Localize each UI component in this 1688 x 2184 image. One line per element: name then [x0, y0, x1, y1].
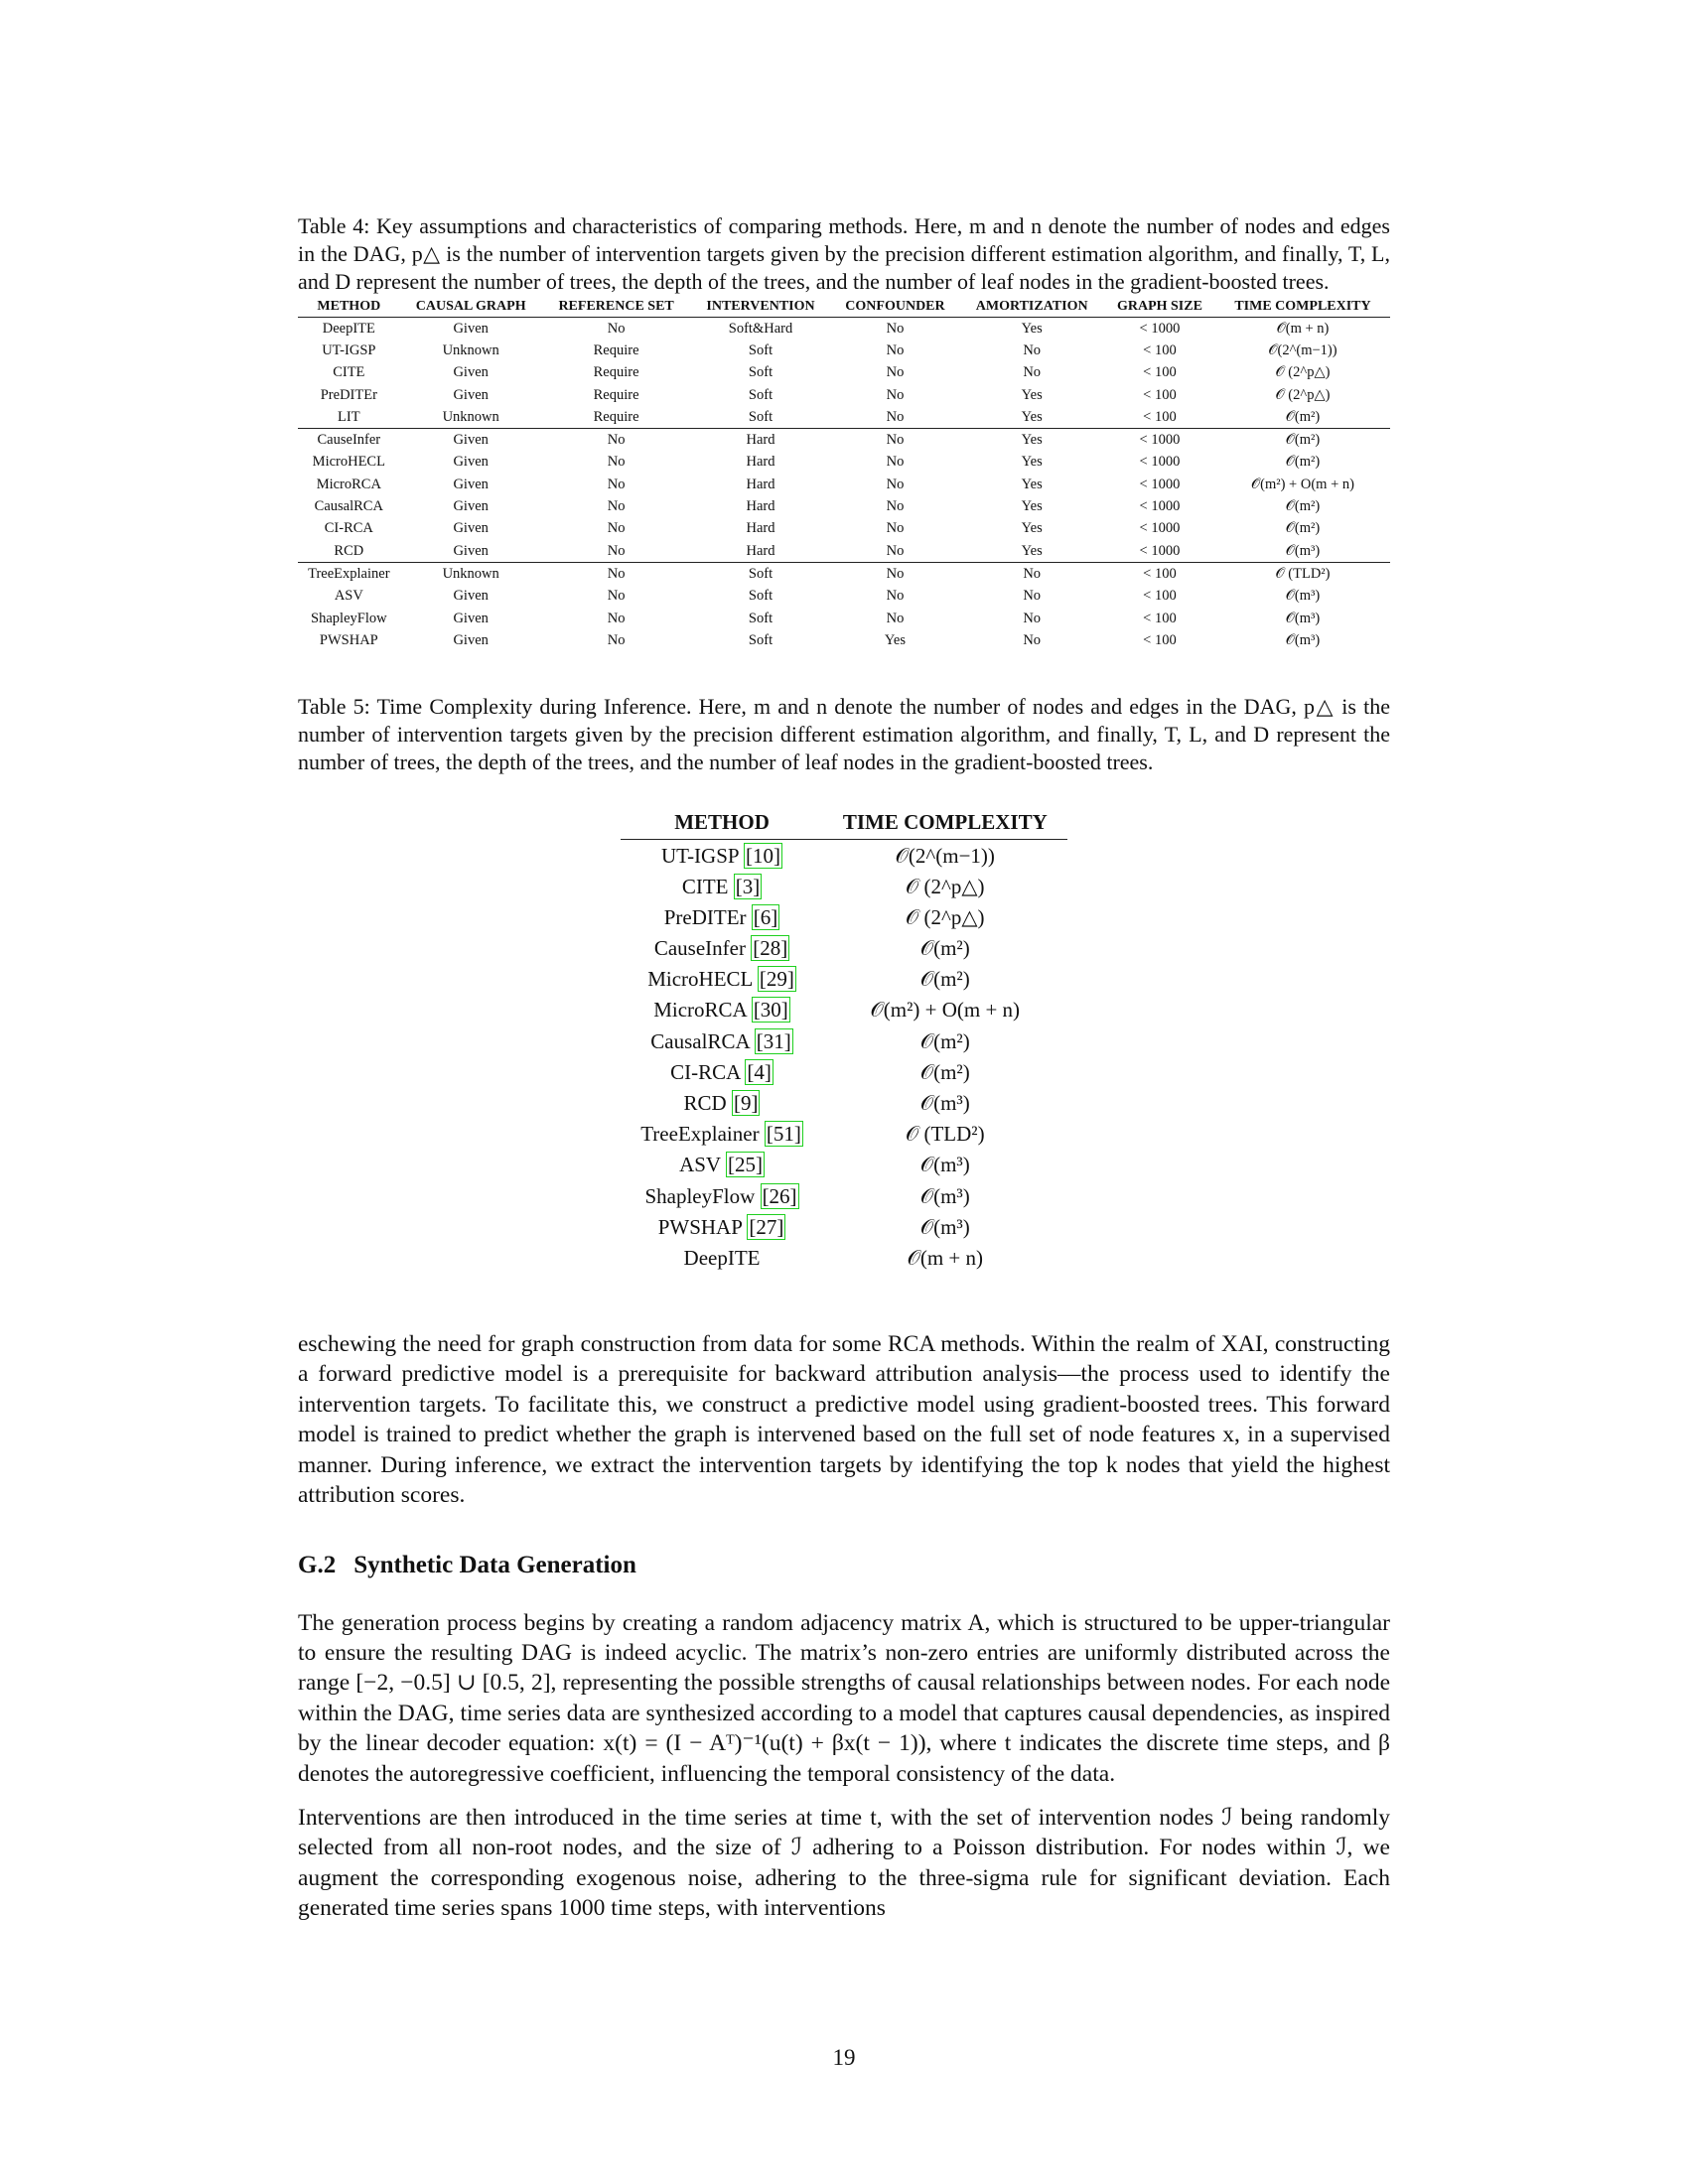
table4-header-cell: CAUSAL GRAPH [400, 296, 542, 318]
table4-cell: No [1023, 364, 1042, 381]
table4-cell: No [886, 520, 905, 537]
table4-cell: CausalRCA [314, 498, 383, 515]
table4-cell: Given [453, 364, 489, 381]
method-name: MicroHECL [647, 967, 753, 992]
table4-cell: Hard [746, 542, 775, 559]
table5 [621, 806, 1067, 1274]
citation-link[interactable]: [28] [753, 936, 788, 961]
table4-cell: Given [453, 631, 489, 648]
table4-cell: Require [593, 364, 639, 381]
table4-cell: Unknown [442, 408, 499, 425]
table-row [621, 1026, 1067, 1057]
table4-cell: No [886, 364, 905, 381]
table4-cell: < 100 [1143, 386, 1177, 403]
table4-cell: Given [453, 498, 489, 515]
table4-cell: UT-IGSP [322, 341, 376, 358]
table4-cell: RCD [334, 542, 364, 559]
table5-complexity-cell: 𝒪(2^(m−1)) [895, 843, 995, 868]
paragraph-xai: eschewing the need for graph construction from data for some RCA methods. Within the realm of XAI, constructing a forward predictive model is a prerequisite for backward attribution analysis—the process used to identify the intervention targets. To facilitate this, we construct a predictive model using gradient-boosted trees. This forward model is trained to predict whether the graph is intervened based on the full set of node features x, in a supervised manner. During inference, we extract the intervention targets by identifying the top k nodes that yield the highest attribution scores. [298, 1331, 1390, 1509]
table4-cell: MicroRCA [316, 476, 381, 492]
table5-method-cell [621, 933, 823, 964]
table4-cell: No [607, 476, 626, 492]
table4-cell: No [886, 386, 905, 403]
table4-cell: < 1000 [1139, 320, 1181, 337]
table5-complexity-cell: 𝒪(m²) [919, 967, 970, 992]
method-name: UT-IGSP [661, 843, 739, 868]
citation-link[interactable]: [10] [746, 843, 781, 868]
table4-cell: No [886, 476, 905, 492]
table4-cell: Require [593, 386, 639, 403]
table4-cell: PWSHAP [319, 631, 378, 648]
table-row [621, 1119, 1067, 1150]
table-row [298, 563, 1390, 586]
table4-cell: No [542, 563, 691, 586]
table4-cell: Hard [691, 429, 831, 452]
method-name: CI-RCA [670, 1059, 741, 1084]
table-row [621, 1088, 1067, 1119]
table5-complexity-cell: 𝒪 (TLD²) [906, 1122, 985, 1147]
table-row [621, 872, 1067, 902]
method-name: RCD [683, 1091, 727, 1116]
table4-cell: Unknown [442, 341, 499, 358]
table4-header-row [298, 296, 1390, 318]
table4-cell: No [831, 429, 960, 452]
table5-complexity-cell: 𝒪(m²) [919, 1059, 970, 1084]
table4-cell: No [959, 563, 1104, 586]
table5-complexity-cell: 𝒪(m²) [919, 1028, 970, 1053]
table5-header-cell: METHOD [621, 806, 823, 840]
table4-cell: < 100 [1104, 563, 1215, 586]
table-row [298, 362, 1390, 384]
table-row [621, 1212, 1067, 1243]
table4-cell: MicroHECL [312, 454, 385, 471]
table5-complexity-cell: 𝒪 (2^p△) [906, 904, 985, 929]
paragraph-interventions: Interventions are then introduced in the time series at time t, with the set of intervention nodes ℐ being randomly selected from all non-root nodes, and the size of ℐ adhering to a Poisson distribution. For nodes within ℐ, we augment the corresponding exogenous noise, adhering to the three-sigma rule for significant deviation. Each generated time series spans 1000 time steps, with interventions [298, 1804, 1390, 1922]
table4-cell: Yes [884, 631, 907, 648]
table4-header-cell: AMORTIZATION [959, 296, 1104, 318]
table4-cell: Yes [1021, 476, 1043, 492]
table4-body [298, 318, 1390, 652]
citation-link[interactable]: [26] [762, 1183, 797, 1208]
table4-cell: 𝒪(m + n) [1276, 320, 1330, 337]
citation-link[interactable]: [9] [733, 1091, 759, 1116]
table4-cell: Require [593, 341, 639, 358]
table4-cell: No [886, 320, 905, 337]
table4-cell: 𝒪(m³) [1285, 588, 1321, 605]
table-row [298, 474, 1390, 495]
table4-cell: No [1023, 610, 1042, 626]
table4-cell: Given [400, 429, 542, 452]
table4-cell: Soft [748, 364, 774, 381]
table5-method-cell [621, 1181, 823, 1212]
table4-cell: < 100 [1143, 364, 1177, 381]
table4-cell: 𝒪(m³) [1285, 631, 1321, 648]
table4-cell: < 1000 [1139, 498, 1181, 515]
table4-cell: No [886, 454, 905, 471]
table4-cell: No [542, 429, 691, 452]
table4-header-cell: GRAPH SIZE [1104, 296, 1215, 318]
table5-method-cell [621, 902, 823, 933]
table4-cell: 𝒪(m³) [1285, 542, 1321, 559]
table-row [298, 384, 1390, 406]
table4-cell: Require [593, 408, 639, 425]
table4-cell: No [886, 498, 905, 515]
citation-link[interactable]: [51] [766, 1122, 801, 1147]
table4-header-cell: TIME COMPLEXITY [1215, 296, 1390, 318]
table4-cell: Yes [1021, 320, 1043, 337]
citation-link[interactable]: [25] [727, 1153, 763, 1177]
table4-cell: Soft [748, 408, 774, 425]
table4-cell: No [607, 454, 626, 471]
table5-method-cell [621, 964, 823, 995]
table4-cell: PreDITEr [320, 386, 377, 403]
table4-cell: Soft&Hard [728, 320, 793, 337]
table4-cell: No [607, 610, 626, 626]
table4-cell: Yes [1021, 498, 1043, 515]
table4-header-cell: REFERENCE SET [542, 296, 691, 318]
table4-cell: No [607, 320, 626, 337]
table4-cell: < 1000 [1139, 454, 1181, 471]
section-heading [298, 1551, 1390, 1580]
table4-cell: Given [453, 320, 489, 337]
citation-link[interactable]: [31] [756, 1028, 791, 1053]
table-row [298, 452, 1390, 474]
table4-cell: No [607, 588, 626, 605]
table4-cell: 𝒪(m²) + O(m + n) [1251, 476, 1354, 492]
table-row [298, 518, 1390, 540]
method-name: MicroRCA [653, 998, 747, 1023]
table4-cell: Soft [748, 386, 774, 403]
table4-cell: No [1023, 588, 1042, 605]
citation-link[interactable]: [29] [759, 967, 794, 992]
table4-cell: 𝒪 (2^p△) [1275, 364, 1331, 381]
table4-caption: Table 4: Key assumptions and characteristics of comparing methods. Here, m and n denote the number of nodes and edges in the DAG, p△ is the number of intervention targets given by the precision different estimation algorithm, and finally, T, L, and D represent the number of trees, the depth of the trees, and the number of leaf nodes in the gradient-boosted trees. [298, 213, 1390, 294]
table-row [621, 1150, 1067, 1180]
table4-cell: 𝒪 (2^p△) [1275, 386, 1331, 403]
citation-link[interactable]: [3] [735, 874, 761, 898]
method-name: DeepITE [683, 1245, 761, 1270]
table5-complexity-cell: 𝒪 (2^p△) [906, 874, 985, 898]
table4-cell: Soft [691, 563, 831, 586]
table4-cell: No [607, 631, 626, 648]
table-row [621, 902, 1067, 933]
method-name: TreeExplainer [640, 1122, 760, 1147]
table4-cell: Given [453, 454, 489, 471]
table5-body [621, 840, 1067, 1274]
table4-cell: Yes [959, 429, 1104, 452]
method-name: CausalRCA [650, 1028, 750, 1053]
table4-cell: No [1023, 341, 1042, 358]
table5-complexity-cell: 𝒪(m²) + O(m + n) [870, 998, 1021, 1023]
table4-cell: < 100 [1143, 341, 1177, 358]
table-row [621, 995, 1067, 1025]
paragraph-generation: The generation process begins by creating a random adjacency matrix A, which is structured to be upper-triangular to ensure the resulting DAG is indeed acyclic. The matrix’s non-zero entries are uniformly distributed across the range [−2, −0.5] ∪ [0.5, 2], representing the possible strengths of causal relationships between nodes. For each node within the DAG, time series data are synthesized according to a model that captures causal dependencies, as inspired by the linear decoder equation: x(t) = (I − Aᵀ)⁻¹(u(t) + βx(t − 1)), where t indicates the discrete time steps, and β denotes the autoregressive coefficient, influencing the temporal consistency of the data. [298, 1609, 1390, 1787]
method-name: ShapleyFlow [644, 1183, 756, 1208]
table5-method-cell [621, 1150, 823, 1180]
table5-complexity-cell: 𝒪(m³) [919, 1214, 970, 1239]
table4-cell: No [831, 563, 960, 586]
table5-complexity-cell: 𝒪(m³) [919, 1153, 970, 1177]
table5-caption: Table 5: Time Complexity during Inference. Here, m and n denote the number of nodes and edges in the DAG, p△ is the number of intervention targets given by the precision different estimation algorithm, and finally, T, L, and D represent the number of trees, the depth of the trees, and the number of leaf nodes in the gradient-boosted trees. [298, 694, 1390, 775]
table-row [621, 1181, 1067, 1212]
table5-complexity-cell: 𝒪(m³) [919, 1183, 970, 1208]
table4-cell: Given [453, 476, 489, 492]
table4-cell: 𝒪(2^(m−1)) [1268, 341, 1337, 358]
table4-cell: Given [453, 542, 489, 559]
method-name: CITE [681, 874, 729, 898]
table4-cell: No [886, 542, 905, 559]
table-row [298, 318, 1390, 341]
table4-cell: Yes [1021, 454, 1043, 471]
table4-cell: 𝒪(m²) [1285, 520, 1321, 537]
table4-cell: Hard [746, 498, 775, 515]
table4-cell: Yes [1021, 408, 1043, 425]
table5-header-cell: TIME COMPLEXITY [823, 806, 1067, 840]
table4-cell: TreeExplainer [298, 563, 400, 586]
table4-cell: No [607, 498, 626, 515]
table4-cell: Hard [746, 454, 775, 471]
table5-method-cell [621, 995, 823, 1025]
table5-complexity-cell: 𝒪(m³) [919, 1091, 970, 1116]
table4-cell: No [607, 542, 626, 559]
table5-method-cell [621, 1243, 823, 1274]
table4-header-cell: INTERVENTION [691, 296, 831, 318]
table4-cell: Unknown [400, 563, 542, 586]
section-title: Synthetic Data Generation [353, 1551, 636, 1578]
table4-cell: Given [453, 588, 489, 605]
table4-cell: 𝒪(m³) [1285, 610, 1321, 626]
table4-cell: Given [453, 386, 489, 403]
table4-cell: < 100 [1143, 610, 1177, 626]
table-row [621, 1057, 1067, 1088]
table5-complexity-cell: 𝒪(m²) [919, 936, 970, 961]
table4-cell: Hard [746, 476, 775, 492]
method-name: ASV [679, 1153, 721, 1177]
table4-cell: No [607, 520, 626, 537]
table4-cell: 𝒪(m²) [1285, 408, 1321, 425]
table4-cell: 𝒪(m²) [1285, 454, 1321, 471]
table-row [298, 608, 1390, 629]
table4 [298, 296, 1390, 651]
table4-cell: < 1000 [1139, 542, 1181, 559]
table4-cell: Soft [748, 610, 774, 626]
table4-cell: Given [453, 520, 489, 537]
table4-cell: < 1000 [1104, 429, 1215, 452]
table5-method-cell [621, 1212, 823, 1243]
table4-cell: No [886, 408, 905, 425]
table4-cell: Soft [748, 341, 774, 358]
table4-cell: 𝒪(m²) [1285, 498, 1321, 515]
citation-link[interactable]: [27] [749, 1214, 784, 1239]
page-content [298, 212, 1390, 1924]
table-row [621, 1243, 1067, 1274]
table-row [621, 840, 1067, 872]
table-row [298, 586, 1390, 608]
citation-link[interactable]: [4] [747, 1059, 772, 1084]
table4-cell: 𝒪(m²) [1215, 429, 1390, 452]
table-row [298, 540, 1390, 563]
table4-cell: ASV [334, 588, 363, 605]
table4-cell: Yes [1021, 386, 1043, 403]
table4-cell: CI-RCA [324, 520, 373, 537]
table4-cell: 𝒪 (TLD²) [1215, 563, 1390, 586]
table4-cell: Yes [1021, 542, 1043, 559]
table-row [621, 933, 1067, 964]
table4-cell: Soft [748, 588, 774, 605]
table4-cell: No [1023, 631, 1042, 648]
table4-cell: CITE [333, 364, 365, 381]
table-row [298, 406, 1390, 429]
method-name: PreDITEr [663, 904, 747, 929]
table4-cell: < 100 [1143, 588, 1177, 605]
table4-cell: < 100 [1143, 631, 1177, 648]
table5-method-cell [621, 1088, 823, 1119]
table5-method-cell [621, 872, 823, 902]
table5-header-row [621, 806, 1067, 840]
table5-method-cell [621, 1057, 823, 1088]
table4-cell: CauseInfer [298, 429, 400, 452]
method-name: PWSHAP [657, 1214, 743, 1239]
table-row [298, 429, 1390, 452]
table4-cell: < 100 [1143, 408, 1177, 425]
table4-header-cell: METHOD [298, 296, 400, 318]
section-number: G.2 [298, 1551, 337, 1578]
table4-cell: No [886, 341, 905, 358]
table4-cell: No [886, 588, 905, 605]
table5-method-cell [621, 1026, 823, 1057]
method-name: CauseInfer [653, 936, 746, 961]
table-row [621, 964, 1067, 995]
page-number: 19 [832, 2045, 856, 2070]
table-row [298, 629, 1390, 651]
table4-cell: Yes [1021, 520, 1043, 537]
table4-cell: DeepITE [322, 320, 375, 337]
table4-cell: < 1000 [1139, 476, 1181, 492]
table5-method-cell [621, 1119, 823, 1150]
table4-header-cell: CONFOUNDER [831, 296, 960, 318]
table4-cell: Given [453, 610, 489, 626]
table5-complexity-cell: 𝒪(m + n) [907, 1245, 983, 1270]
table-row [298, 495, 1390, 517]
table4-cell: ShapleyFlow [311, 610, 387, 626]
table4-cell: < 1000 [1139, 520, 1181, 537]
citation-link[interactable]: [6] [753, 904, 778, 929]
table4-cell: Soft [748, 631, 774, 648]
table4-cell: No [886, 610, 905, 626]
table5-method-cell [621, 840, 823, 872]
citation-link[interactable]: [30] [753, 998, 788, 1023]
table4-cell: Hard [746, 520, 775, 537]
table-row [298, 340, 1390, 361]
table4-cell: LIT [338, 408, 360, 425]
